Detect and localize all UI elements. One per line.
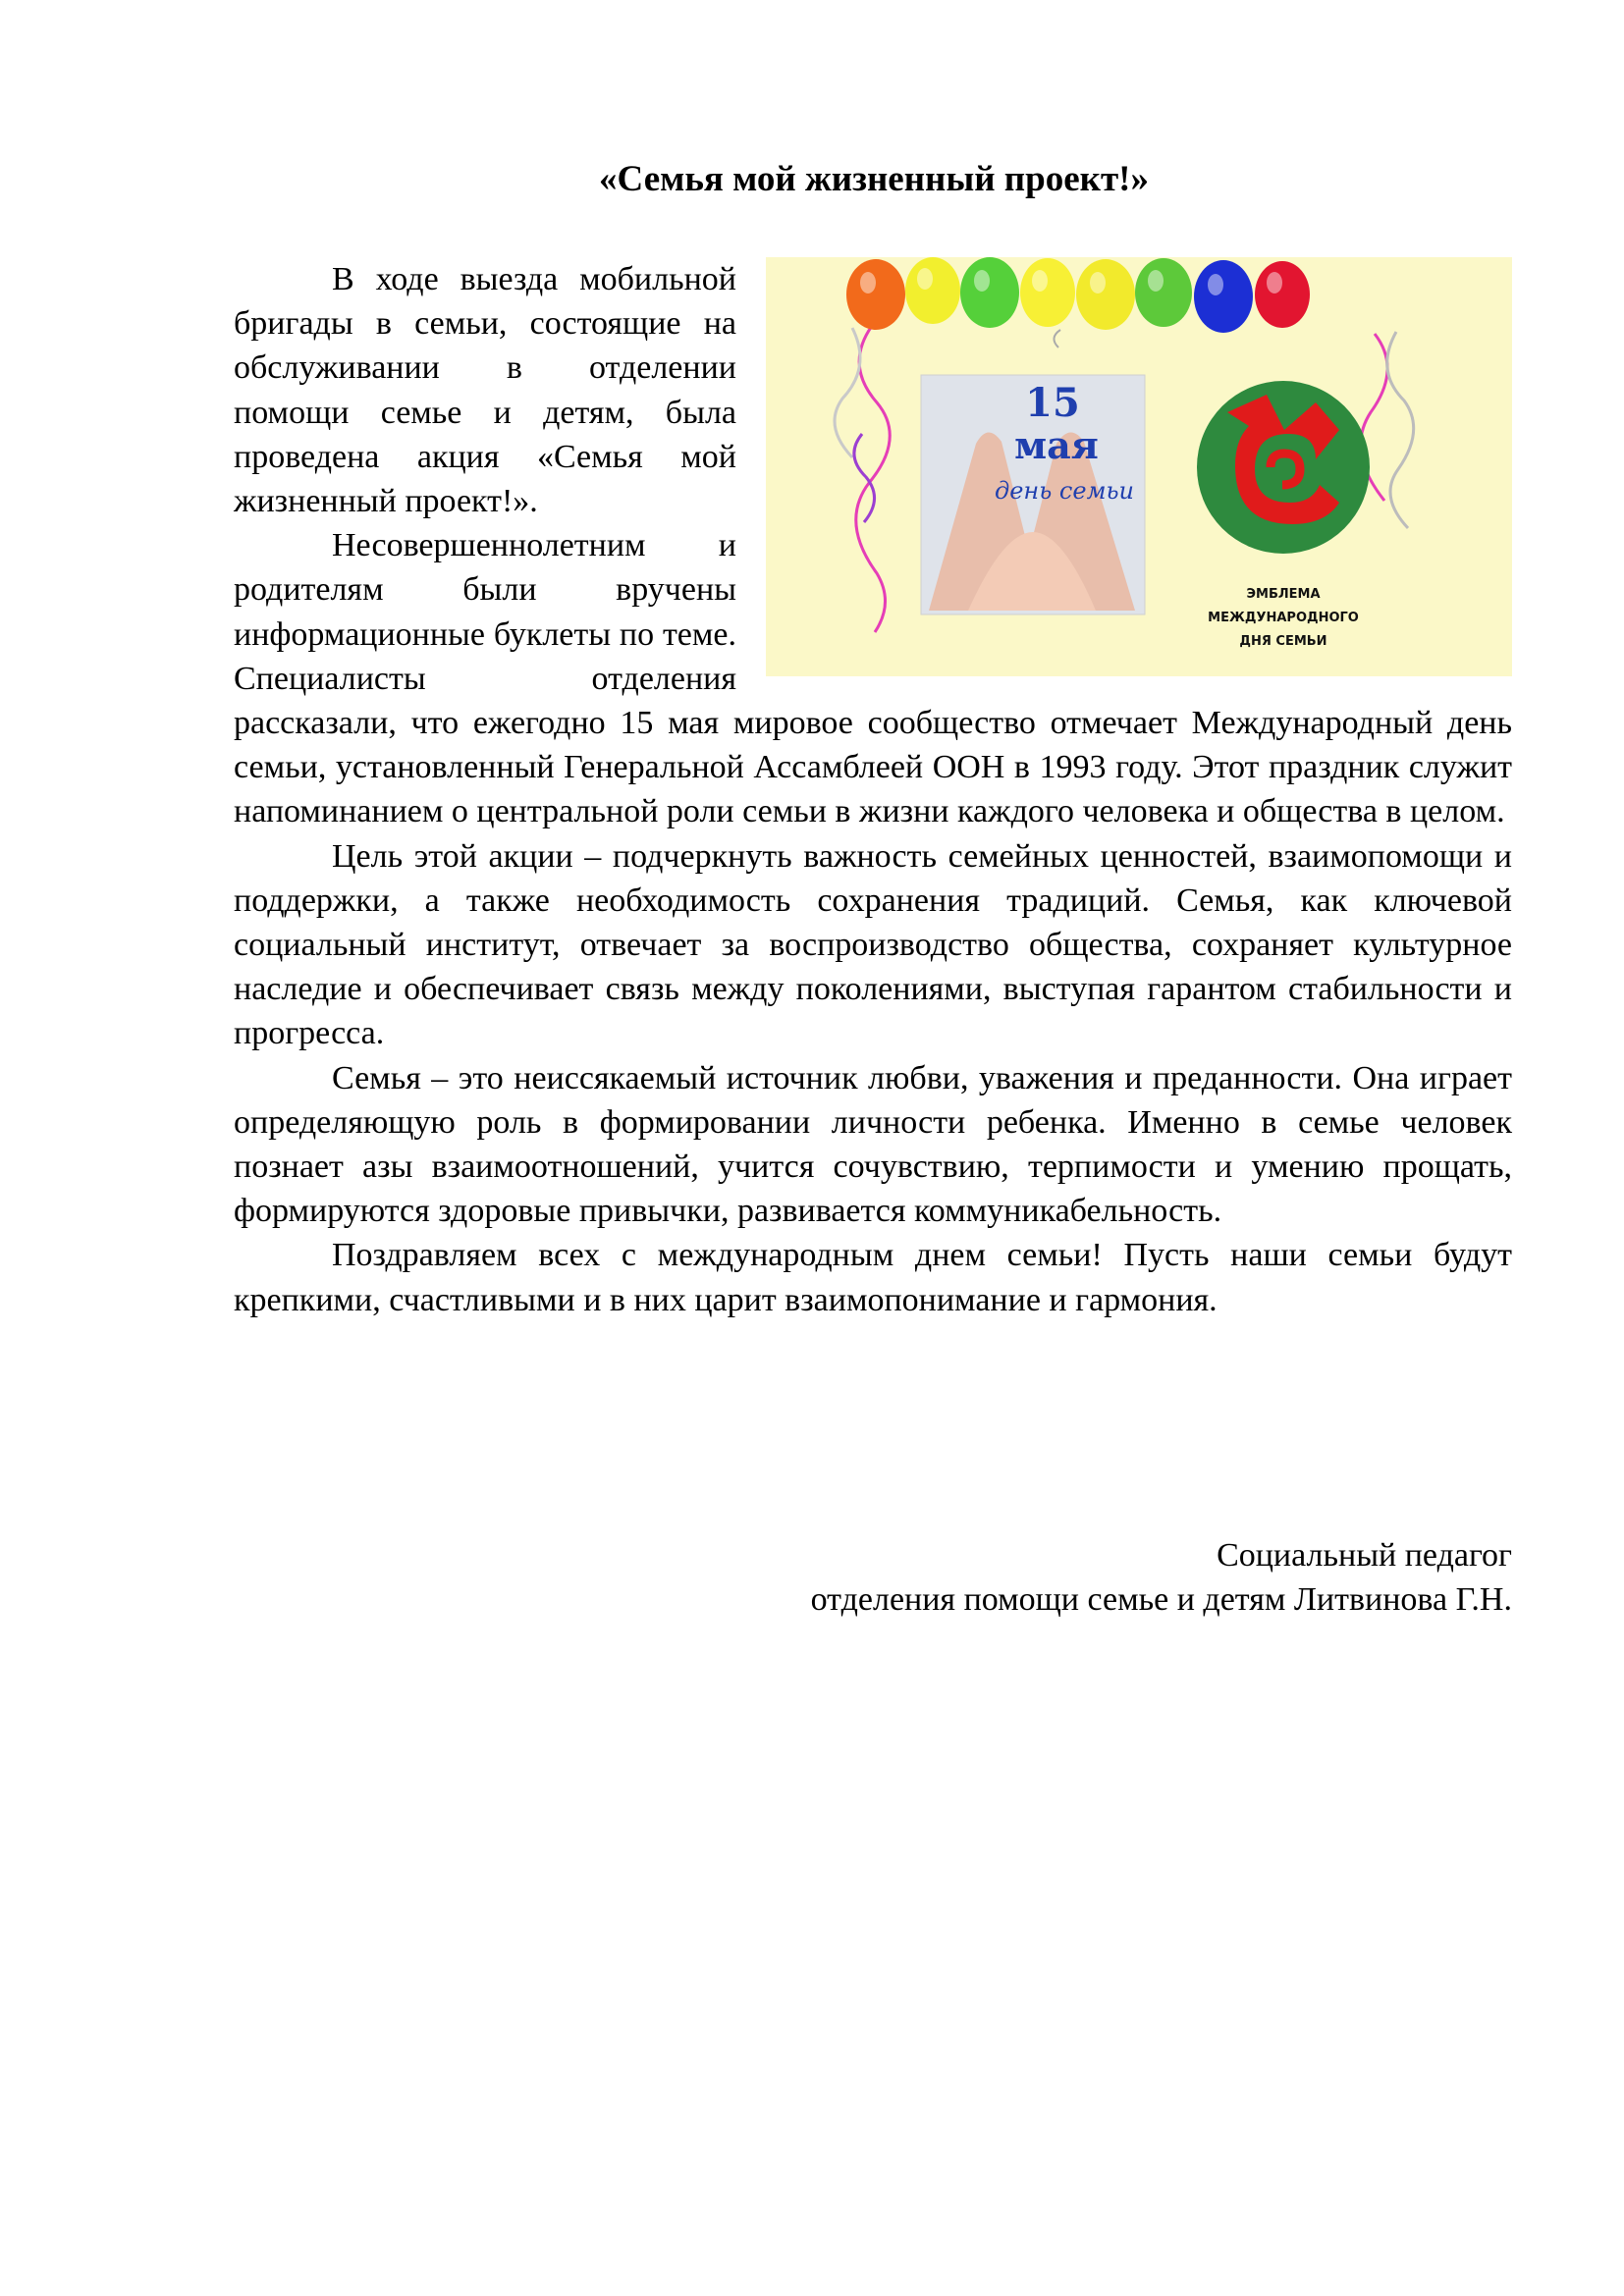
balloon-red bbox=[1255, 261, 1310, 328]
paragraph-4: Семья – это неиссякаемый источник любви, уважения и преданности. Она играет определяющую роль в формировании личности ребенка. Именно в семье человек познает азы взаимоотношений, учится сочувствию, терпимости и умению прощать, формируются здоровые привычки, развивается коммуникабельность. bbox=[234, 1059, 1512, 1230]
illustration-svg bbox=[766, 257, 1512, 676]
paragraph-5: Поздравляем всех с международным днем семьи! Пусть наши семьи будут крепкими, счастливыми и в них царит взаимопонимание и гармония. bbox=[234, 1237, 1512, 1318]
paragraph-1: В ходе выезда мобильной бригады в семьи, состоящие на обслуживании в отделении помощи семье и детям, была проведена акция «Семья мой жизненный проект!». bbox=[234, 261, 736, 520]
balloon-yellow-1 bbox=[905, 257, 960, 324]
emblem-caption-3: ДНЯ СЕМЬИ bbox=[1239, 634, 1327, 649]
emblem-circle bbox=[1197, 381, 1370, 554]
balloon-green-2 bbox=[1135, 258, 1192, 327]
paragraph-3: Цель этой акции – подчеркнуть важность семейных ценностей, взаимопомощи и поддержки, а также необходимость сохранения традиций. Семья, как ключевой социальный институт, отвечает за воспроизводство общества, сохраняет культурное наследие и обеспечивает связь между поколениями, выступая гарантом стабильности и прогресса. bbox=[234, 837, 1512, 1052]
signature-line-1: Социальный педагог bbox=[1217, 1537, 1512, 1574]
card-month: мая bbox=[1014, 423, 1099, 467]
family-day-card bbox=[921, 375, 1145, 614]
balloon-yellow-3 bbox=[1076, 259, 1135, 330]
balloon-green-1 bbox=[960, 257, 1019, 328]
card-number: 15 bbox=[1025, 380, 1080, 426]
balloon-blue bbox=[1194, 260, 1253, 333]
document-body bbox=[234, 257, 1512, 1322]
document-title: «Семья мой жизненный проект!» bbox=[599, 159, 1149, 199]
balloon-yellow-2 bbox=[1020, 258, 1075, 327]
family-day-illustration bbox=[766, 257, 1512, 676]
emblem-caption-2: МЕЖДУНАРОДНОГО bbox=[1208, 611, 1359, 625]
paragraph-2: Несовершеннолетним и родителям были вручены информационные буклеты по теме. Специалисты отделения рассказали, что ежегодно 15 мая мировое сообщество отмечает Международный день семьи, установленный Генеральной Ассамблеей ООН в 1993 году. Этот праздник служит напоминанием о центральной роли семьи в жизни каждого человека и общества в целом. bbox=[234, 527, 1512, 830]
balloon-orange bbox=[846, 259, 905, 330]
signature-block bbox=[530, 1533, 1512, 1622]
emblem-caption-1: ЭМБЛЕМА bbox=[1246, 587, 1321, 602]
signature-line-2: отделения помощи семье и детям Литвинова Г.Н. bbox=[810, 1581, 1512, 1618]
card-caption: день семьи bbox=[995, 477, 1134, 505]
